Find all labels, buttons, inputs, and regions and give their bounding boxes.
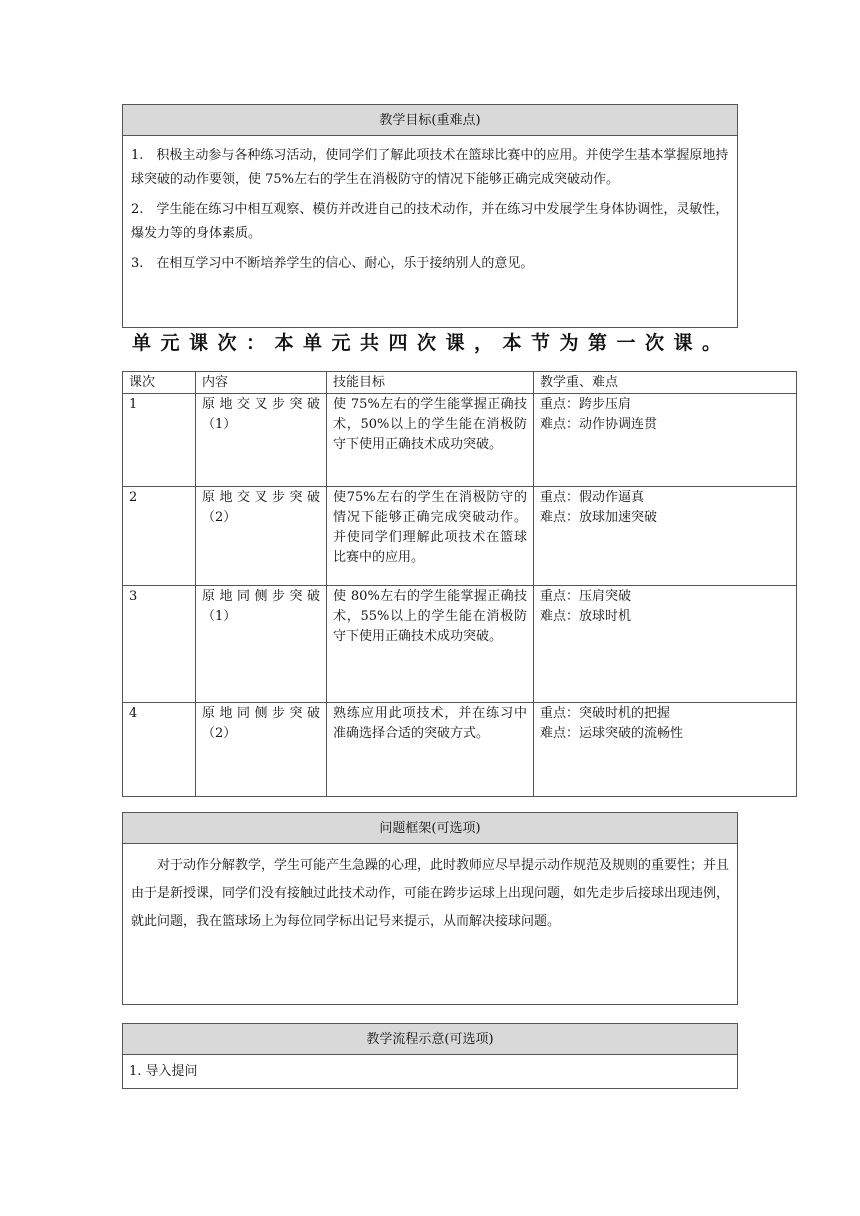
lesson-skill-goal: 使 75%左右的学生能掌握正确技术，50%以上的学生能在消极防守下使用正确技术成功突破。 (327, 394, 534, 487)
lesson-skill-goal: 使 80%左右的学生能掌握正确技术，55%以上的学生能在消极防守下使用正确技术成功突破。 (327, 586, 534, 703)
lesson-number: 3 (123, 586, 196, 703)
lesson-content: 原地交叉步突破（1） (196, 394, 327, 487)
lessons-table (122, 371, 797, 797)
lesson-key-difficulty (534, 586, 797, 703)
lesson-difficulty: 难点：放球时机 (540, 609, 632, 624)
teaching-goals-header: 教学目标(重难点) (123, 105, 737, 136)
goal-item-2: 2. 学生能在练习中相互观察、模仿并改进自己的技术动作，并在练习中发展学生身体协调性，灵敏性，爆发力等的身体素质。 (131, 202, 729, 241)
table-row (123, 703, 797, 797)
teaching-goals-body (123, 136, 737, 276)
lesson-content: 原地同侧步突破（2） (196, 703, 327, 797)
lesson-content: 原地交叉步突破（2） (196, 487, 327, 586)
lessons-table-header (123, 372, 797, 394)
lesson-key-difficulty (534, 703, 797, 797)
lesson-key-point: 重点：假动作逼真 (540, 490, 645, 505)
lesson-key-difficulty (534, 394, 797, 487)
lesson-key-difficulty (534, 487, 797, 586)
teaching-flow-header: 教学流程示意(可选项) (123, 1024, 737, 1055)
teaching-flow-first-step: 1. 导入提问 (129, 1064, 198, 1079)
problem-framework-header: 问题框架(可选项) (123, 813, 737, 844)
header-key-difficulty: 教学重、难点 (534, 372, 797, 394)
goal-item-1: 1. 积极主动参与各种练习活动，使同学们了解此项技术在篮球比赛中的应用。并使学生基本掌握原地持球突破的动作要领，使 75%左右的学生在消极防守的情况下能够正确完成突破动作。 (131, 148, 729, 187)
lesson-key-point: 重点：压肩突破 (540, 589, 632, 604)
goal-item-3: 3. 在相互学习中不断培养学生的信心、耐心，乐于接纳别人的意见。 (131, 256, 534, 271)
table-row (123, 586, 797, 703)
lesson-key-point: 重点：跨步压肩 (540, 397, 632, 412)
table-row (123, 487, 797, 586)
lesson-difficulty: 难点：放球加速突破 (540, 510, 658, 525)
lesson-number: 2 (123, 487, 196, 586)
table-row (123, 394, 797, 487)
teaching-goals-section (122, 104, 738, 328)
problem-framework-text: 对于动作分解教学，学生可能产生急躁的心理，此时教师应尽早提示动作规范及规则的重要性；并且由于是新授课，同学们没有接触过此技术动作，可能在跨步运球上出现问题，如先走步后接球出现违例，就此问题，我在篮球场上为每位同学标出记号来提示，从而解决接球问题。 (131, 858, 730, 929)
header-content: 内容 (196, 372, 327, 394)
lesson-key-point: 重点：突破时机的把握 (540, 706, 671, 721)
header-skill-goal: 技能目标 (327, 372, 534, 394)
teaching-flow-section (122, 1023, 738, 1089)
lesson-number: 4 (123, 703, 196, 797)
lesson-content: 原地同侧步突破（1） (196, 586, 327, 703)
lesson-skill-goal: 使75%左右的学生在消极防守的情况下能够正确完成突破动作。并使同学们理解此项技术在篮球比赛中的应用。 (327, 487, 534, 586)
problem-framework-section (122, 812, 738, 1005)
header-lesson-number: 课次 (123, 372, 196, 394)
lesson-difficulty: 难点：动作协调连贯 (540, 417, 658, 432)
lesson-skill-goal: 熟练应用此项技术，并在练习中准确选择合适的突破方式。 (327, 703, 534, 797)
lesson-difficulty: 难点：运球突破的流畅性 (540, 726, 684, 741)
unit-lesson-title: 单元课次：本单元共四次课，本节为第一次课。 (132, 332, 731, 354)
lesson-number: 1 (123, 394, 196, 487)
